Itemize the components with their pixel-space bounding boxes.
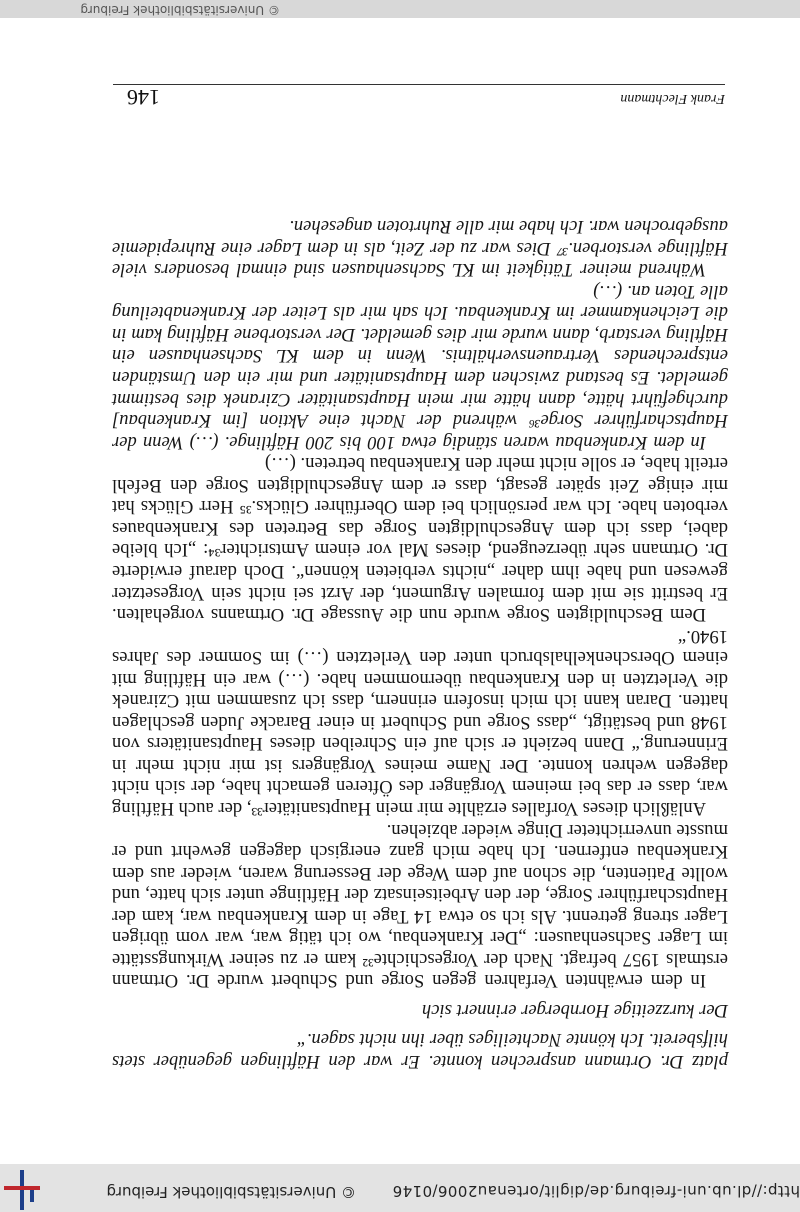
footer-bar bbox=[0, 0, 800, 18]
paragraph: Anläßlich dieses Vorfalles erzählte mir mein Hauptsanitäter³³, der auch Häftling war, dass er das bei meinem Vorgänger des Öfteren gemacht habe, der sich nicht dagegen wehren konnte. Der Name meines Vorgängers ist mir nicht mehr in Erinnerung.“ Dann bezieht er sich auf ein Schreiben dieses Hauptsanitäters von 1948 und bestätigt, „dass Sorge und Schubert in einer Baracke Juden geschlagen hatten. Daran kann ich mich insofern erinnern, dass ich zusammen mit Cziranek die Verletzten in den Krankenbau übernommen habe. (…) war ein Häftling mit einem Oberschenkelhalsbruch unter den Verletzten (…) im Sommer des Jahres 1940.“ bbox=[112, 625, 728, 819]
running-head: Frank Flechtmann bbox=[620, 91, 725, 106]
header-rule bbox=[113, 84, 725, 85]
page-number: 146 bbox=[127, 85, 160, 110]
body-text bbox=[112, 216, 728, 1072]
paragraph: platz Dr. Ortmann ansprechen konnte. Er war den Häftlingen gegenüber stets hilfsbereit. Ich könnte Nachteiliges über ihn nicht sagen.“ bbox=[112, 1029, 728, 1072]
footer-copyright-text: © Universitätsbibliothek Freiburg bbox=[80, 3, 280, 17]
quote-paragraph: Während meiner Tätigkeit im KL Sachsenhausen sind einmal besonders viele Häftlinge verstorben.³⁷ Dies war zu der Zeit, als in dem Lager eine Ruhrepidemie ausgebrochen war. Ich habe mir alle Ruhrtoten angesehen. bbox=[112, 216, 728, 281]
paragraph: In dem erwähnten Verfahren gegen Sorge und Schubert wurde Dr. Ortmann erstmals 1957 befragt. Nach der Vorgeschichte³² kam er zu seiner Wirkungsstätte im Lager Sachsenhausen: „Der Krankenbau, wo ich tätig war, war vom übrigen Lager streng getrennt. Als ich so etwa 14 Tage in dem Krankenbau war, kam der Hauptscharführer Sorge, der den Arbeitseinsatz der Häftlinge unter sich hatte, und wollte Patienten, die schon auf dem Wege der Besserung waren, wieder aus dem Krankenbau entfernen. Ich habe mich ganz energisch dagegen gewehrt und er musste unverrichteter Dinge wieder abziehen. bbox=[112, 819, 728, 992]
section-heading: Der kurzzeitige Hornberger erinnert sich bbox=[421, 999, 728, 1021]
header-bar bbox=[0, 1164, 800, 1212]
copyright-text: © Universitätsbibliothek Freiburg bbox=[106, 1183, 356, 1201]
source-url[interactable]: http://dl.ub.uni-freiburg.de/diglit/ortenau2006/0146 bbox=[392, 1182, 800, 1200]
paragraph: Dem Beschuldigten Sorge wurde nun die Aussage Dr. Ortmanns vorgehalten. Er bestritt sie mit dem formalen Argument, der Arzt sei nicht sein Vorgesetzter gewesen und habe ihm daher „nichts verbieten können“. Doch darauf erwiderte Dr. Ortmann sehr überzeugend, dieses Mal vor einem Amtsrichter³⁴: „Ich bleibe dabei, dass ich dem Angeschuldigten Sorge das Betreten des Krankenbaues verboten habe. Ich war persönlich bei dem Oberführer Glücks.³⁵ Herr Glücks hat mir einige Zeit später gesagt, dass er dem Angeschuldigten Sorge den Befehl erteilt habe, er solle nicht mehr den Krankenbau betreten. (…) bbox=[112, 453, 728, 626]
quote-paragraph: In dem Krankenbau waren ständig etwa 100 bis 200 Häftlinge. (…) Wenn der Hauptscharführer Sorge³⁶ während der Nacht eine Aktion [im Krankenbau] durchgeführt hätte, dann hätte mir mein Hauptsanitäter Cziranek dies bestimmt gemeldet. Es bestand zwischen dem Hauptsanitäter und mir ein den Umständen entsprechendes Vertrauensverhältnis. Wenn in dem KL Sachsenhausen ein Häftling verstarb, dann wurde mir dies gemeldet. Der verstorbene Häftling kam in die Leichenkammer im Krankenbau. Ich sah mir als Leiter der Krankenabteilung alle Toten an. (…) bbox=[112, 280, 728, 453]
library-logo-icon bbox=[0, 1168, 40, 1212]
